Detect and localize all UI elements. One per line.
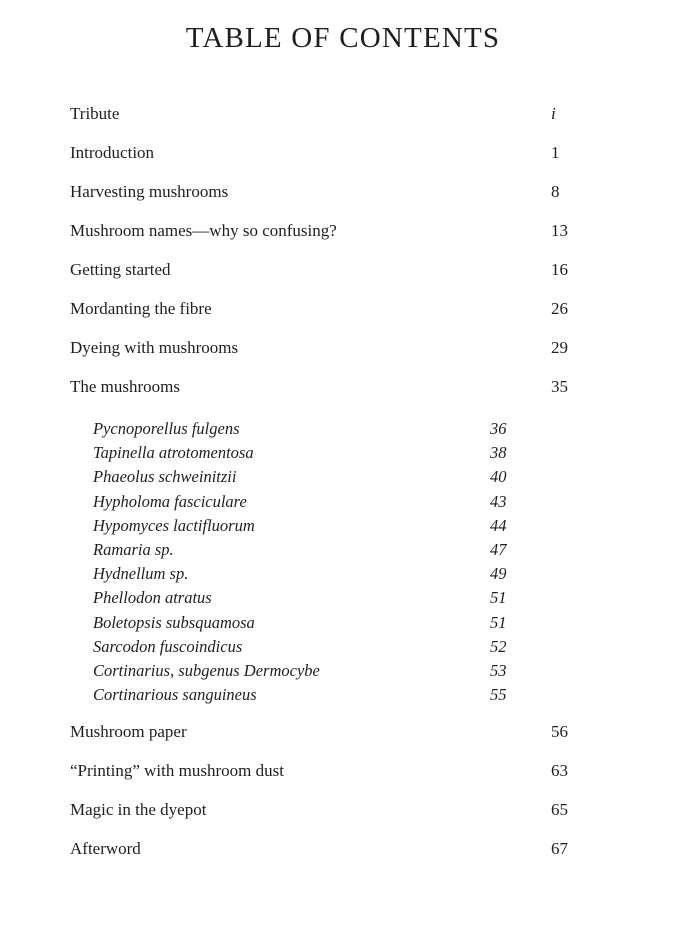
toc-entry-label: Introduction bbox=[70, 143, 155, 162]
toc-entry bbox=[70, 378, 616, 396]
toc-entry-label: Tribute bbox=[70, 104, 120, 123]
toc-subentry bbox=[93, 562, 616, 586]
toc-subentry-label: Cortinarius, subgenus Dermocybe bbox=[93, 660, 320, 680]
toc-subentry-label: Phaeolus schweinitzii bbox=[93, 467, 237, 487]
toc-subentry-label: Hypholoma fasciculare bbox=[93, 491, 247, 511]
toc-subentry bbox=[93, 514, 616, 538]
toc-entry-label: Magic in the dyepot bbox=[70, 800, 207, 820]
toc-subentry-page: 51 bbox=[490, 612, 507, 632]
toc-subentry-page: 49 bbox=[490, 564, 507, 584]
page-title: TABLE OF CONTENTS bbox=[185, 22, 501, 54]
toc-entry bbox=[70, 222, 616, 240]
toc-subentry bbox=[93, 611, 616, 635]
toc-entry-page: 26 bbox=[551, 299, 568, 318]
toc-entry-label: Mushroom paper bbox=[70, 722, 187, 742]
toc-entry-page: 67 bbox=[551, 839, 568, 859]
toc-subentry bbox=[93, 659, 616, 683]
toc-entry-page: 65 bbox=[551, 800, 568, 820]
toc-page bbox=[0, 24, 686, 941]
toc-subentry bbox=[93, 683, 616, 707]
toc-entry-label: Dyeing with mushrooms bbox=[70, 338, 239, 357]
toc-subentry bbox=[93, 586, 616, 610]
toc-subentry-page: 53 bbox=[490, 660, 507, 680]
toc-subentry-page: 36 bbox=[490, 419, 507, 438]
toc-subentry-label: Pycnoporellus fulgens bbox=[93, 419, 240, 438]
toc-entry bbox=[70, 144, 616, 162]
toc-entry-label: Afterword bbox=[70, 839, 141, 859]
toc-subentry bbox=[93, 490, 616, 514]
toc-subentry bbox=[93, 417, 616, 441]
toc-subentry-label: Ramaria sp. bbox=[93, 539, 174, 559]
toc-entry-page: 8 bbox=[551, 182, 560, 201]
toc-entry bbox=[70, 801, 616, 819]
toc-entry-label: The mushrooms bbox=[70, 377, 181, 396]
toc-subentry-page: 52 bbox=[490, 636, 507, 656]
toc-entry-label: Mordanting the fibre bbox=[70, 299, 212, 318]
toc-sublist bbox=[93, 417, 616, 707]
toc-entry bbox=[70, 840, 616, 858]
toc-subentry bbox=[93, 538, 616, 562]
toc-entry-page: 1 bbox=[551, 143, 560, 162]
toc-entry bbox=[70, 183, 616, 201]
toc-subentry-page: 55 bbox=[490, 685, 507, 705]
toc-entry bbox=[70, 261, 616, 279]
toc-subentry-page: 51 bbox=[490, 588, 507, 608]
toc-entry-label: Mushroom names—why so confusing? bbox=[70, 221, 337, 240]
toc-subentry-label: Hydnellum sp. bbox=[93, 564, 189, 584]
toc-subentry bbox=[93, 441, 616, 465]
toc-entry-label: Harvesting mushrooms bbox=[70, 182, 229, 201]
toc-entry bbox=[70, 300, 616, 318]
toc-subentry-page: 44 bbox=[490, 515, 507, 535]
toc-entry bbox=[70, 339, 616, 357]
toc-entry-page: i bbox=[551, 104, 556, 123]
toc-entry-page: 16 bbox=[551, 260, 568, 279]
toc-subentry-label: Phellodon atratus bbox=[93, 588, 212, 608]
toc-subentry-label: Tapinella atrotomentosa bbox=[93, 443, 254, 463]
toc-subentry-label: Cortinarious sanguineus bbox=[93, 685, 257, 705]
toc-entry-page: 13 bbox=[551, 221, 568, 240]
toc-entry-page: 29 bbox=[551, 338, 568, 357]
toc-entry-label: Getting started bbox=[70, 260, 171, 279]
toc-entry-page: 35 bbox=[551, 377, 568, 396]
toc-subentry-label: Sarcodon fuscoindicus bbox=[93, 636, 243, 656]
toc-entry-page: 63 bbox=[551, 761, 568, 781]
toc-entry bbox=[70, 762, 616, 780]
toc-subentry-page: 47 bbox=[490, 539, 507, 559]
toc-entry bbox=[70, 105, 616, 123]
toc-subentry-page: 40 bbox=[490, 467, 507, 487]
toc-subentry-label: Hypomyces lactifluorum bbox=[93, 515, 255, 535]
toc-list bbox=[70, 105, 616, 858]
toc-entry-label: “Printing” with mushroom dust bbox=[70, 761, 284, 781]
toc-entry-page: 56 bbox=[551, 722, 568, 742]
toc-subentry bbox=[93, 635, 616, 659]
toc-entry bbox=[70, 723, 616, 741]
toc-subentry-page: 38 bbox=[490, 443, 507, 463]
toc-subentry-label: Boletopsis subsquamosa bbox=[93, 612, 255, 632]
toc-subentry bbox=[93, 465, 616, 489]
toc-subentry-page: 43 bbox=[490, 491, 507, 511]
